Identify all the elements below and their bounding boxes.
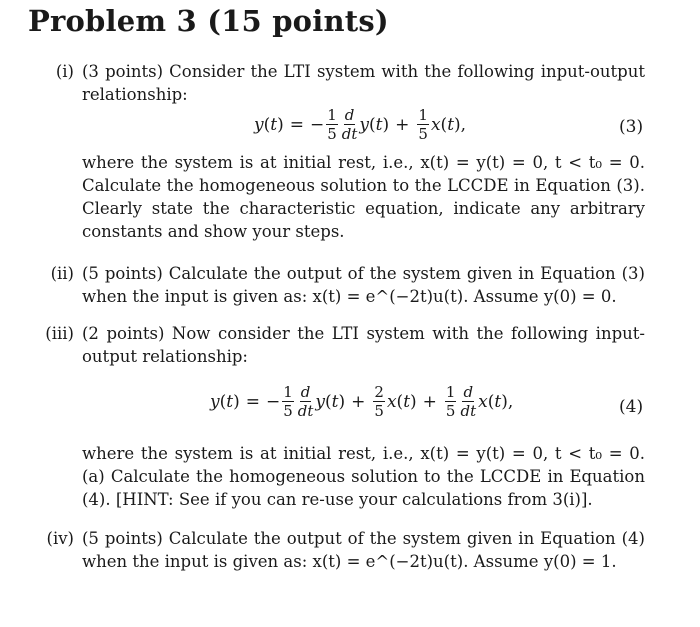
equation-number: (3) (619, 117, 644, 137)
part-label: (ii) (50, 264, 74, 283)
part-text-after-equation: where the system is at initial rest, i.e., x(t) = y(t) = 0, t < t₀ = 0. (a) Calculate the homogeneous solution to the LCCDE in Equation (4). [HINT: See if you can re-use your calculations from 3(i)]. (82, 444, 645, 509)
equation-number: (4) (619, 397, 644, 417)
part-label: (iii) (45, 324, 74, 343)
part-text: (5 points) Calculate the output of the system given in Equation (3) when the input is given as: x(t) = e^(−2t)u(t). Assume y(0) = 0. (82, 264, 645, 306)
problem-title: Problem 3 (15 points) (28, 4, 389, 38)
part-text-after-equation: where the system is at initial rest, i.e., x(t) = y(t) = 0, t < t₀ = 0. Calculate the homogeneous solution to the LCCDE in Equation (3). Clearly state the characteristic equation, indicate any arbitrary constants and show your steps. (82, 153, 645, 241)
part-iii-continued (30, 442, 645, 511)
part-i-continued (30, 151, 645, 243)
part-text: (5 points) Calculate the output of the system given in Equation (4) when the input is given as: x(t) = e^(−2t)u(t). Assume y(0) = 1. (82, 529, 645, 571)
part-iv (30, 527, 645, 573)
part-ii (30, 262, 645, 308)
part-text-before-equation: (3 points) Consider the LTI system with the following input-output relationship: (82, 62, 645, 104)
part-iii (30, 322, 645, 368)
part-label: (iv) (46, 529, 74, 548)
part-i (30, 60, 645, 106)
part-label: (i) (55, 62, 74, 81)
part-text-before-equation: (2 points) Now consider the LTI system with the following input-output relationship: (82, 324, 645, 366)
equation-4: y ( t ) = − $\frac{1}{5}$ $\frac{d}{dt}$ y ( t ) + $\frac{2}{5}$ x ( t ) + $\frac{1}{5}$ $\frac{d}{dt}$ x ( t ), (210, 383, 514, 420)
equation-3: y ( t ) = − $\frac{1}{5}$ $\frac{d}{dt}$ y ( t ) + $\frac{1}{5}$ x ( t ), (254, 106, 467, 143)
